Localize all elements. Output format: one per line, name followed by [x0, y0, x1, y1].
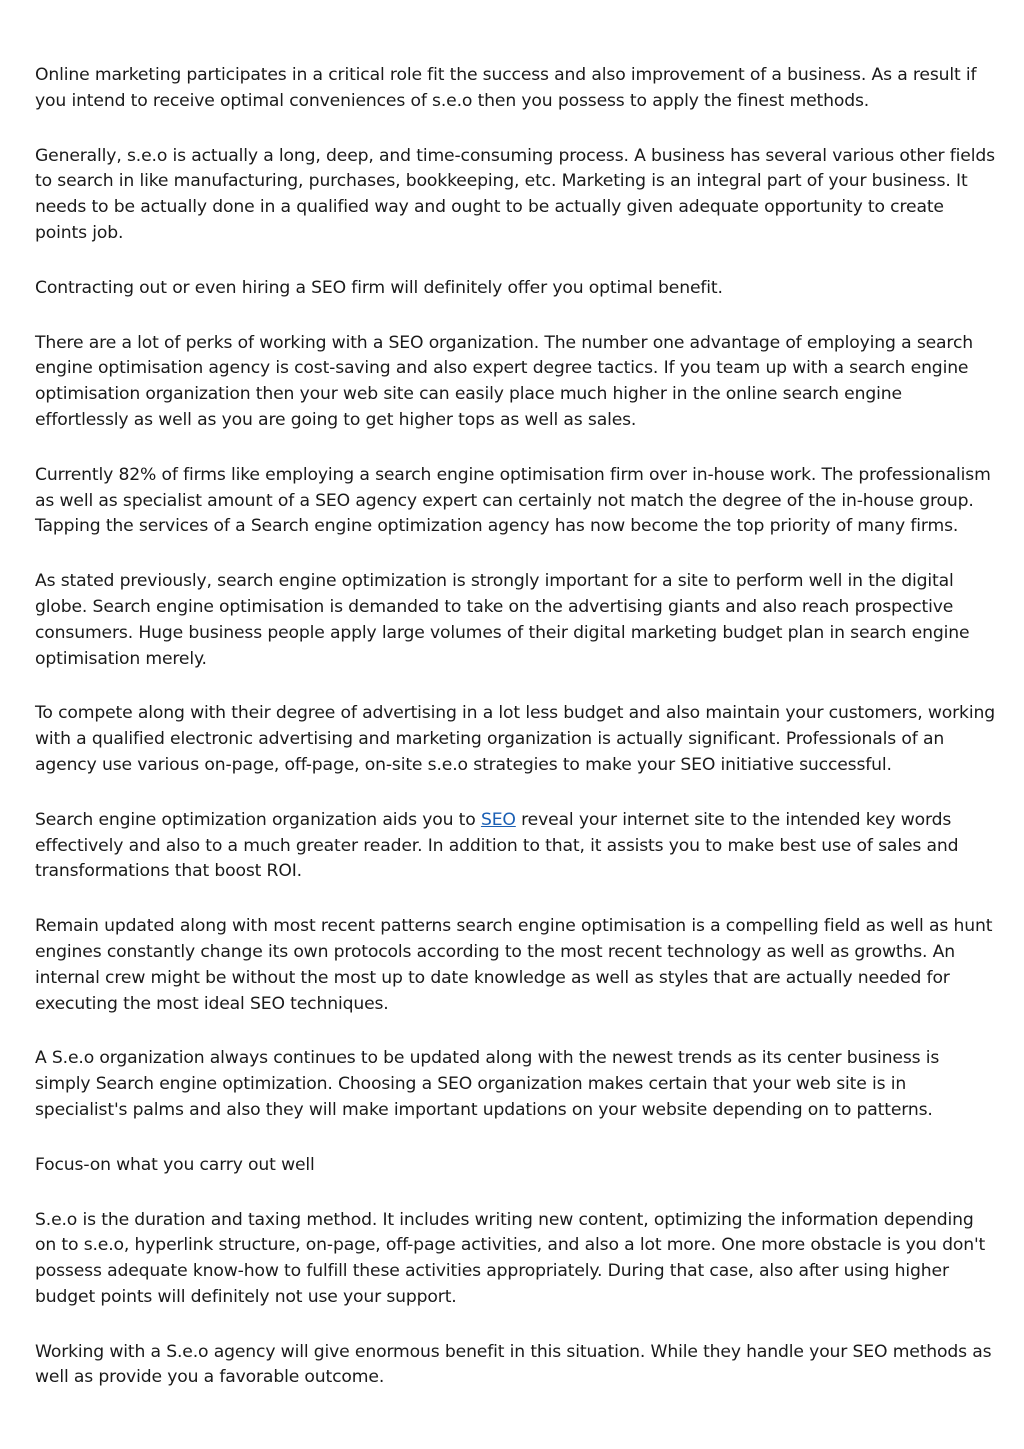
paragraph-contracting-out: Contracting out or even hiring a SEO firm will definitely offer you optimal benefit.: [35, 277, 723, 298]
paragraph-82-percent: Currently 82% of firms like employing a search engine optimisation firm over in-house work. The professionalism as well as specialist amount of a SEO agency expert can certainly not match the degree of the in-house group. Tapping the services of a Search engine optimization agency has now become the top priority of many firms.: [35, 464, 991, 537]
paragraph-online-marketing: Online marketing participates in a critical role fit the success and also improvement of a business. As a result if you intend to receive optimal conveniences of s.e.o then you possess to apply the finest methods.: [35, 65, 977, 111]
paragraph-working-with: Working with a S.e.o agency will give enormous benefit in this situation. While they handle your SEO methods as well as provide you a favorable outcome.: [35, 1341, 992, 1388]
paragraph-seo-organization: A S.e.o organization always continues to be updated along with the newest trends as its center business is simply Search engine optimization. Choosing a SEO organization makes certain that your web site is in specialist's palms and also they will make important updations on your website depending on to patterns.: [35, 1048, 940, 1120]
paragraph-seo-process: Generally, s.e.o is actually a long, deep, and time-consuming process. A business has several various other fields to search in like manufacturing, purchases, bookkeeping, etc. Marketing is an integral part of your business. It needs to be actually done in a qualified way and ought to be actually given adequate opportunity to create points job.: [35, 145, 995, 243]
document-body: [35, 63, 995, 1420]
seo-link[interactable]: SEO: [480, 809, 516, 830]
paragraph-stated-previously: As stated previously, search engine optimization is strongly important for a site to perform well in the digital globe. Search engine optimisation is demanded to take on the advertising giants and also reach prospective consumers. Huge business people apply large volumes of their digital marketing budget plan in search engine optimisation merely.: [35, 571, 970, 669]
paragraph-remain-updated: Remain updated along with most recent patterns search engine optimisation is a compelling field as well as hunt engines constantly change its own protocols according to the most recent technology as well as growths. An internal crew might be without the most up to date knowledge as well as styles that are actually needed for executing the most ideal SEO techniques.: [35, 916, 993, 1014]
paragraph-perks: There are a lot of perks of working with a SEO organization. The number one advantage of employing a search engine optimisation agency is cost-saving and also expert degree tactics. If you team up with a search engine optimisation organization then your web site can easily place much higher in the online search engine effortlessly as well as you are going to get higher tops as well as sales.: [35, 332, 974, 430]
link-paragraph-after: reveal your internet site to the intended key words effectively and also to a much greater reader. In addition to that, it assists you to make best use of sales and transformations that boost ROI.: [35, 809, 959, 882]
paragraph-seo-duration: S.e.o is the duration and taxing method. It includes writing new content, optimizing the information depending on to s.e.o, hyperlink structure, on-page, off-page activities, and also a lot more. One more obstacle is you don't possess adequate know-how to fulfill these activities appropriately. During that case, also after using higher budget points will definitely not use your support.: [35, 1209, 986, 1307]
paragraph-with-link: [35, 808, 995, 885]
paragraph-focus-heading: Focus-on what you carry out well: [35, 1154, 315, 1175]
paragraph-compete: To compete along with their degree of advertising in a lot less budget and also maintain your customers, working with a qualified electronic advertising and marketing organization is actually significant. Professionals of an agency use various on-page, off-page, on-site s.e.o strategies to make your SEO initiative successful.: [35, 703, 995, 775]
link-paragraph-before: Search engine optimization organization aids you to: [35, 809, 481, 830]
